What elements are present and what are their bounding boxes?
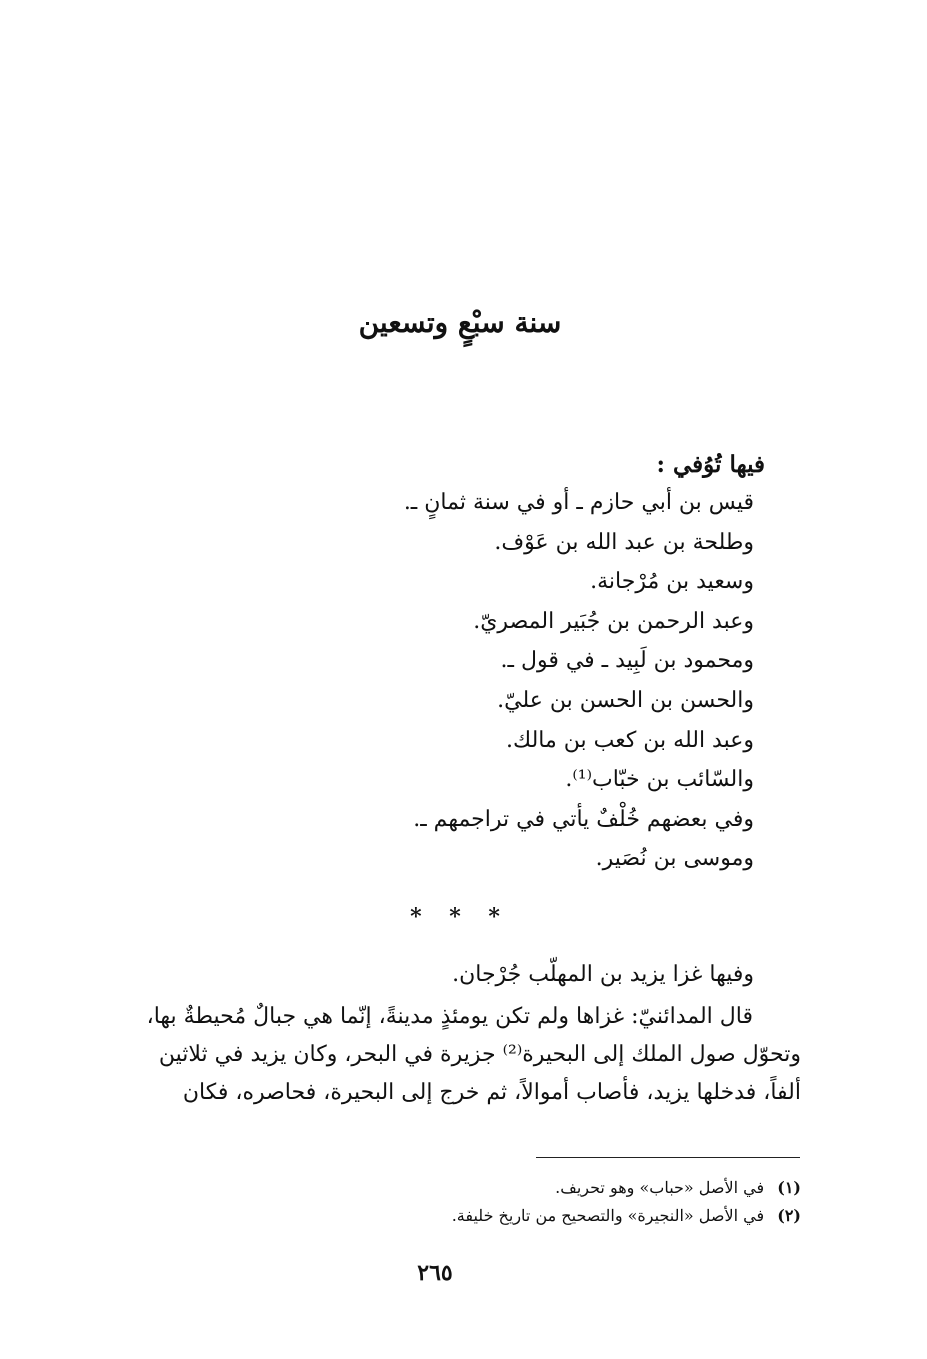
footnote: [281, 1174, 801, 1202]
deaths-list: [194, 483, 754, 879]
page-number: ٢٦٥: [417, 1260, 453, 1286]
list-item: وعبد الرحمن بن جُبَير المصريّ.: [473, 608, 754, 634]
list-item: والحسن بن الحسن بن عليّ.: [497, 687, 754, 713]
paragraph-line: ألفاً، فدخلها يزيد، فأصاب أموالاً، ثم خرج إلى البحيرة، فحاصره، فكان: [182, 1080, 801, 1105]
list-item: وسعيد بن مُرْجانة.: [590, 569, 754, 595]
footnote-number: (١): [777, 1178, 801, 1197]
section-separator: * * *: [410, 904, 510, 930]
footnotes-list: [281, 1174, 801, 1230]
list-item: وفي بعضهم خُلْفٌ يأتي في تراجمهم ـ.: [413, 806, 754, 832]
list-item: قيس بن أبي حازم ـ أو في سنة ثمانٍ ـ.: [403, 490, 754, 515]
deaths-intro: فيها تُوُفي :: [656, 451, 765, 478]
section-title: سنة سبْعٍ وتسعين: [358, 306, 562, 339]
footnote-divider: [536, 1157, 800, 1158]
footnote-number: (٢): [777, 1206, 801, 1225]
list-item: وعبد الله بن كعب بن مالك.: [506, 727, 754, 753]
list-item: وطلحة بن عبد الله بن عَوْف.: [494, 529, 754, 555]
list-item: وموسى بن نُصَير.: [595, 846, 754, 872]
footnote-text: في الأصل «النجيرة» والتصحيح من تاريخ خليفة.: [451, 1206, 765, 1225]
list-item: ومحمود بن لَبِيد ـ في قول ـ.: [500, 648, 754, 674]
list-item: والسّائب بن خبّاب⁽¹⁾.: [565, 767, 754, 793]
paragraph-line: قال المدائنيّ: غزاها ولم تكن يومئذٍ مدينةً، إنّما هي جبالٌ مُحيطةٌ بها،: [146, 1004, 753, 1029]
paragraph-line: وتحوّل صول الملك إلى البحيرة⁽²⁾ جزيرة في البحر، وكان يزيد في ثلاثين: [158, 1042, 801, 1067]
footnote-text: في الأصل «حباب» وهو تحريف.: [555, 1178, 765, 1197]
footnote: [281, 1202, 801, 1230]
paragraph-madaini: [101, 998, 801, 1112]
paragraph-conquest: وفيها غزا يزيد بن المهلّب جُرْجان.: [452, 962, 754, 987]
